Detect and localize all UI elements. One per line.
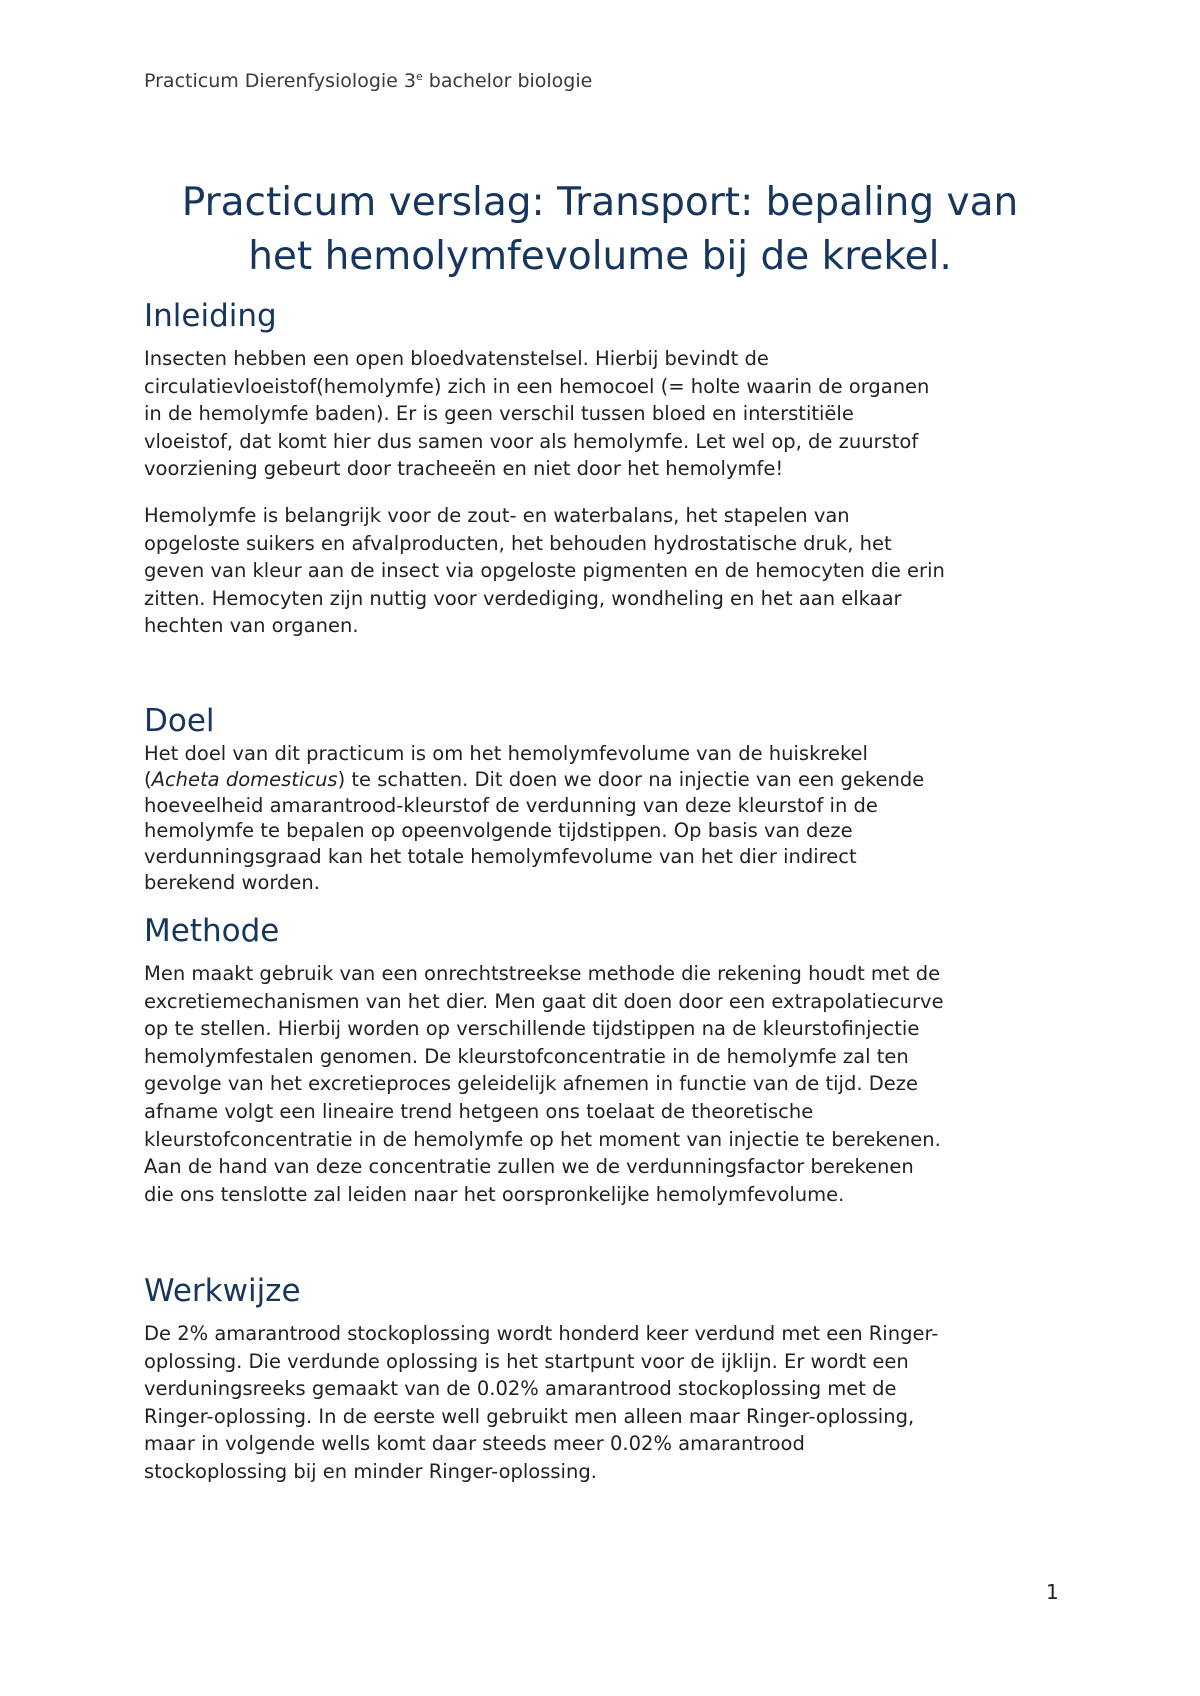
running-header-text-end: bachelor biologie xyxy=(422,70,593,92)
paragraph-line: Men maakt gebruik van een onrechtstreekse methode die rekening houdt met de xyxy=(144,962,941,985)
paragraph-line-open-paren: ( xyxy=(144,767,152,791)
paragraph-line: op te stellen. Hierbij worden op verschillende tijdstippen na de kleurstofinjectie xyxy=(144,1017,920,1041)
paragraph-line: De 2% amarantrood stockoplossing wordt honderd keer verdund met een Ringer- xyxy=(144,1322,939,1345)
paragraph-inleiding-1 xyxy=(144,345,1074,483)
section-heading-werkwijze: Werkwijze xyxy=(144,1273,301,1309)
section-heading-doel: Doel xyxy=(144,703,215,739)
paragraph-line: Aan de hand van deze concentratie zullen we de verdunningsfactor berekenen xyxy=(144,1155,914,1179)
paragraph-line: circulatievloeistof(hemolymfe) zich in een hemocoel (= holte waarin de organen xyxy=(144,374,930,398)
section-heading-methode: Methode xyxy=(144,913,280,949)
paragraph-line: hemolymfe te bepalen op opeenvolgende tijdstippen. Op basis van deze xyxy=(144,819,853,843)
paragraph-line: gevolge van het excretieproces geleidelijk afnemen in functie van de tijd. Deze xyxy=(144,1072,918,1096)
paragraph-line: berekend worden. xyxy=(144,870,320,894)
section-heading-inleiding: Inleiding xyxy=(144,298,277,334)
paragraph-line: Het doel van dit practicum is om het hemolymfevolume van de huiskrekel xyxy=(144,742,868,765)
paragraph-line: kleurstofconcentratie in de hemolymfe op het moment van injectie te berekenen. xyxy=(144,1127,941,1151)
running-header-text: Practicum Dierenfysiologie 3 xyxy=(144,70,416,92)
paragraph-line-rest: ) te schatten. Dit doen we door na injectie van een gekende xyxy=(337,767,925,791)
paragraph-line: afname volgt een lineaire trend hetgeen ons toelaat de theoretische xyxy=(144,1099,814,1123)
paragraph-line: voorziening gebeurt door tracheeën en niet door het hemolymfe! xyxy=(144,457,784,481)
paragraph-line: hemolymfestalen genomen. De kleurstofconcentratie in de hemolymfe zal ten xyxy=(144,1044,909,1068)
running-header-superscript: e xyxy=(415,70,423,83)
paragraph-inleiding-2 xyxy=(144,502,1074,640)
document-title xyxy=(144,176,1056,284)
paragraph-line: Insecten hebben een open bloedvatenstelsel. Hierbij bevindt de xyxy=(144,347,769,370)
running-header xyxy=(144,70,592,92)
paragraph-line: verduningsreeks gemaakt van de 0.02% amarantrood stockoplossing met de xyxy=(144,1377,897,1401)
document-title-line: Practicum verslag: Transport: bepaling van xyxy=(181,180,1019,225)
species-name: Acheta domesticus xyxy=(151,767,338,791)
paragraph-line: vloeistof, dat komt hier dus samen voor als hemolymfe. Let wel op, de zuurstof xyxy=(144,429,919,453)
paragraph-line: maar in volgende wells komt daar steeds meer 0.02% amarantrood xyxy=(144,1432,805,1456)
paragraph-line: zitten. Hemocyten zijn nuttig voor verdediging, wondheling en het aan elkaar xyxy=(144,586,902,610)
paragraph-methode xyxy=(144,960,1074,1208)
paragraph-doel xyxy=(144,741,1074,896)
paragraph-line: oplossing. Die verdunde oplossing is het startpunt voor de ijklijn. Er wordt een xyxy=(144,1349,909,1373)
paragraph-line xyxy=(144,767,1074,793)
paragraph-line: Hemolymfe is belangrijk voor de zout- en waterbalans, het stapelen van xyxy=(144,504,850,527)
paragraph-line: hechten van organen. xyxy=(144,614,359,638)
paragraph-werkwijze xyxy=(144,1320,1074,1486)
paragraph-line: stockoplossing bij en minder Ringer-oplossing. xyxy=(144,1459,597,1483)
paragraph-line: die ons tenslotte zal leiden naar het oorspronkelijke hemolymfevolume. xyxy=(144,1182,845,1206)
page-number: 1 xyxy=(1046,1580,1059,1604)
paragraph-line: Ringer-oplossing. In de eerste well gebruikt men alleen maar Ringer-oplossing, xyxy=(144,1404,915,1428)
paragraph-line: excretiemechanismen van het dier. Men gaat dit doen door een extrapolatiecurve xyxy=(144,989,944,1013)
paragraph-line: in de hemolymfe baden). Er is geen verschil tussen bloed en interstitiële xyxy=(144,402,854,426)
paragraph-line: hoeveelheid amarantrood-kleurstof de verdunning van deze kleurstof in de xyxy=(144,793,878,817)
document-title-line: het hemolymfevolume bij de krekel. xyxy=(248,234,952,279)
paragraph-line: geven van kleur aan de insect via opgeloste pigmenten en de hemocyten die erin xyxy=(144,559,945,583)
paragraph-line: opgeloste suikers en afvalproducten, het behouden hydrostatische druk, het xyxy=(144,531,892,555)
paragraph-line: verdunningsgraad kan het totale hemolymfevolume van het dier indirect xyxy=(144,845,857,869)
